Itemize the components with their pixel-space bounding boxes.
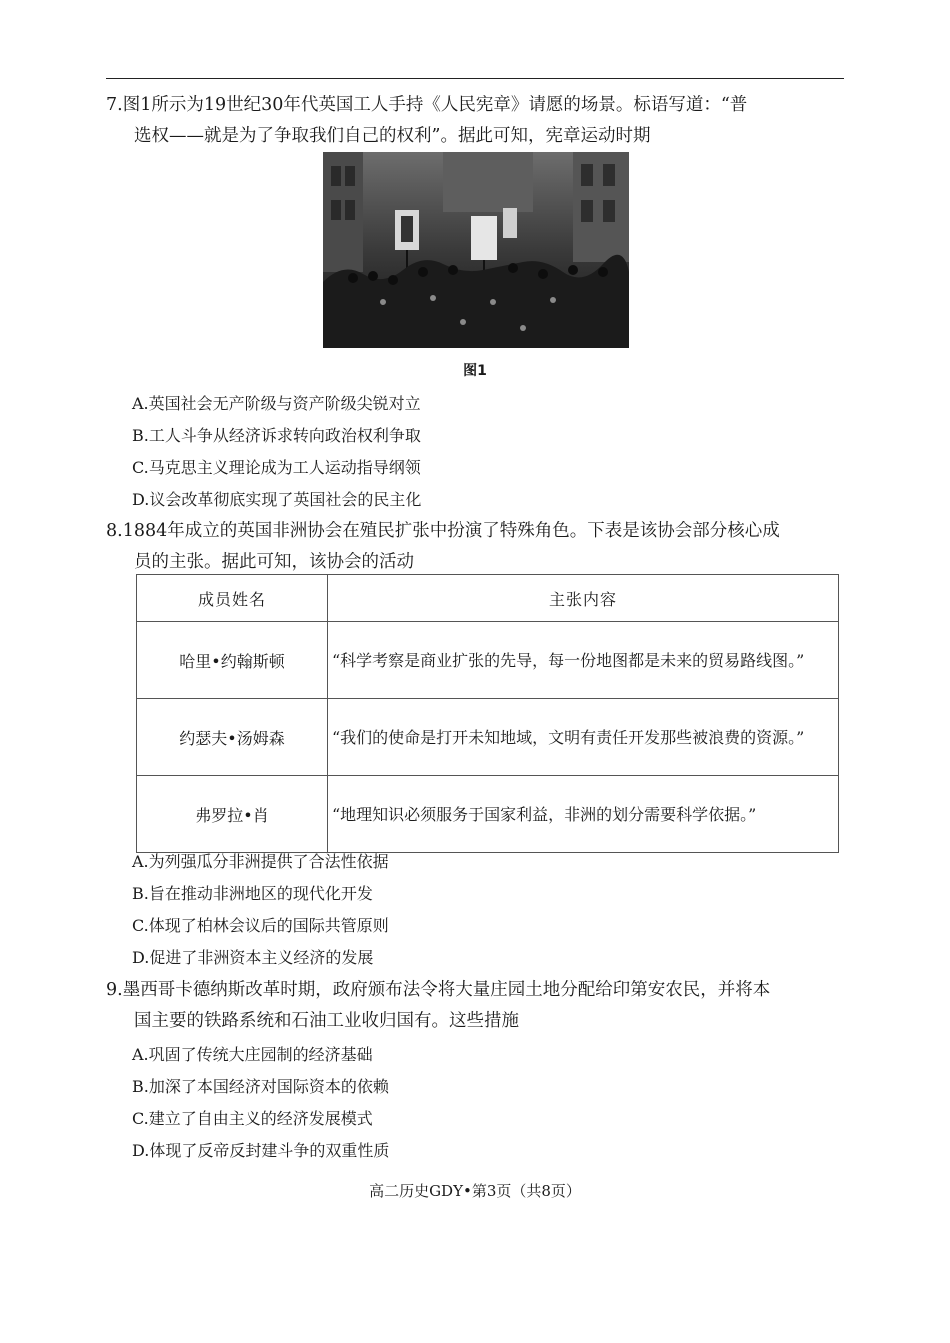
table-header-row [137,575,839,622]
q7-option-c: C.马克思主义理论成为工人运动指导纲领 [132,458,421,477]
table-header-name: 成员姓名 [137,575,328,622]
q9-option-c: C.建立了自由主义的经济发展模式 [132,1109,373,1128]
q9-option-d: D.体现了反帝反封建斗争的双重性质 [132,1141,390,1160]
question-8 [106,516,846,578]
q8-option-d: D.促进了非洲资本主义经济的发展 [132,948,374,967]
q8-option-a: A.为列强瓜分非洲提供了合法性依据 [132,852,389,871]
member-name: 约瑟夫•汤姆森 [137,699,328,776]
q7-option-d: D.议会改革彻底实现了英国社会的民主化 [132,490,422,509]
question-7-line-2: 选权——就是为了争取我们自己的权利”。据此可知，宪章运动时期 [134,126,651,146]
figure-1-photo [323,152,629,348]
table-row [137,699,839,776]
question-7-line-1: 7.图1所示为19世纪30年代英国工人手持《人民宪章》请愿的场景。标语写道：“普 [106,95,748,115]
member-name: 哈里•约翰斯顿 [137,622,328,699]
table-row [137,622,839,699]
table-row [137,776,839,853]
member-claim: “地理知识必须服务于国家利益，非洲的划分需要科学依据。” [328,776,839,853]
question-7 [106,90,846,152]
question-9 [106,975,846,1037]
q9-option-b: B.加深了本国经济对国际资本的依赖 [132,1077,389,1096]
q7-option-a: A.英国社会无产阶级与资产阶级尖锐对立 [132,394,421,413]
member-name: 弗罗拉•肖 [137,776,328,853]
q8-option-c: C.体现了柏林会议后的国际共管原则 [132,916,389,935]
question-9-line-1: 9.墨西哥卡德纳斯改革时期，政府颁布法令将大量庄园土地分配给印第安农民，并将本 [106,980,771,1000]
top-rule [106,78,844,79]
member-claim: “我们的使命是打开未知地域，文明有责任开发那些被浪费的资源。” [328,699,839,776]
table-header-claim: 主张内容 [328,575,839,622]
question-8-line-1: 8.1884年成立的英国非洲协会在殖民扩张中扮演了特殊角色。下表是该协会部分核心成 [106,521,780,541]
q9-option-a: A.巩固了传统大庄园制的经济基础 [132,1045,373,1064]
question-8-line-2: 员的主张。据此可知，该协会的活动 [134,552,414,572]
member-claim: “科学考察是商业扩张的先导，每一份地图都是未来的贸易路线图。” [328,622,839,699]
members-table [136,574,839,853]
q7-option-b: B.工人斗争从经济诉求转向政治权利争取 [132,426,421,445]
q8-option-b: B.旨在推动非洲地区的现代化开发 [132,884,373,903]
page-footer: 高二历史GDY•第3页（共8页） [369,1182,581,1200]
crowd-photo-illustration [323,152,629,348]
question-9-line-2: 国主要的铁路系统和石油工业收归国有。这些措施 [134,1011,519,1031]
figure-1-caption: 图1 [463,363,487,379]
